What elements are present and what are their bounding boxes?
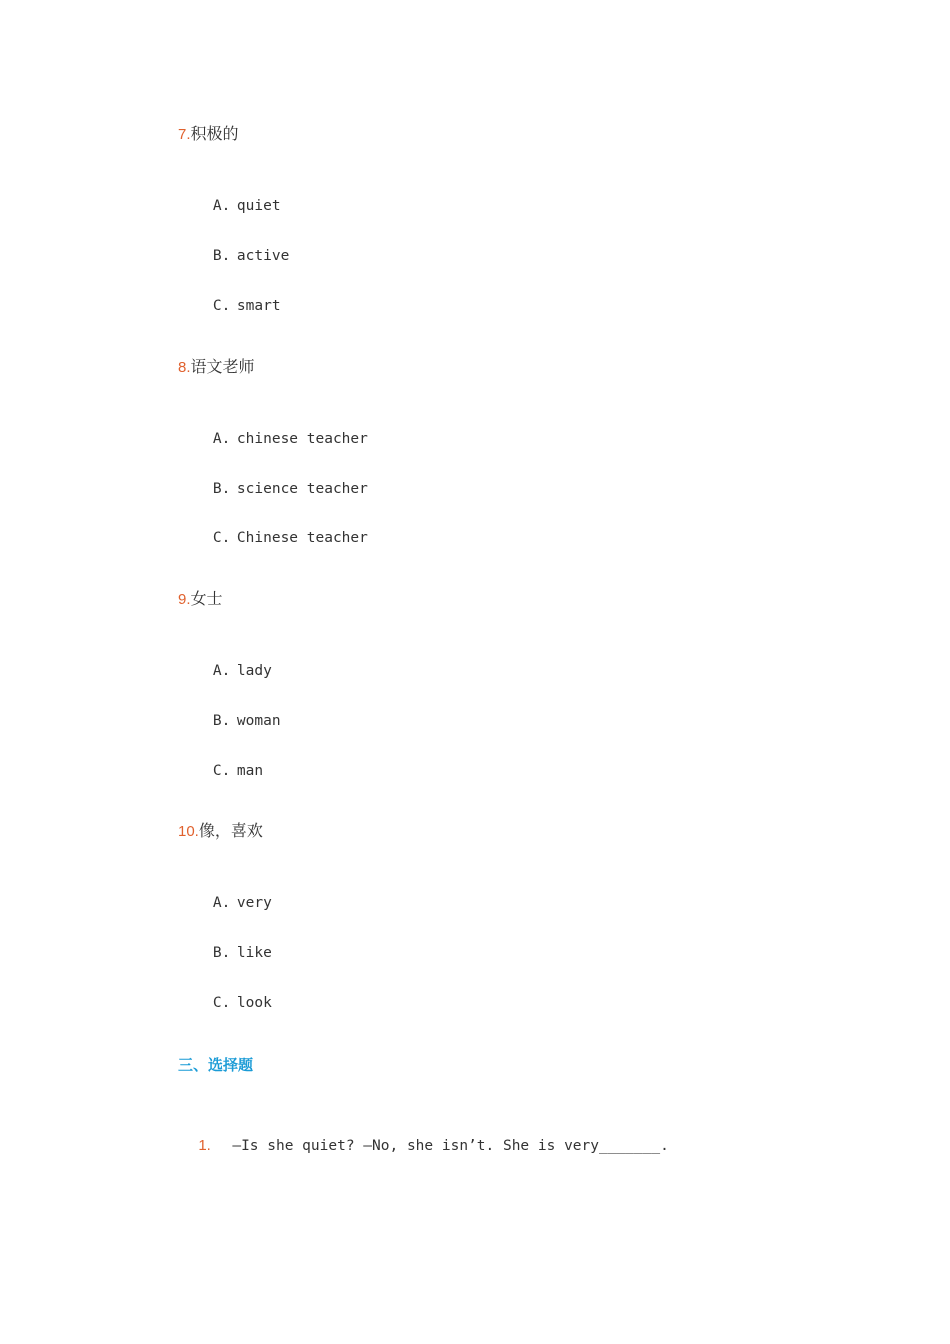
option-letter: C.: [212, 995, 231, 1011]
question-8-option-c[interactable]: [178, 508, 368, 568]
question-7-title: [178, 124, 239, 145]
section-heading: 三、选择题: [178, 1056, 254, 1074]
option-text: smart: [236, 298, 281, 314]
option-text: look: [236, 995, 272, 1011]
option-letter: B.: [212, 945, 231, 961]
option-text: man: [236, 763, 264, 779]
option-text: science teacher: [236, 481, 368, 497]
section-question-1: [178, 1115, 669, 1176]
question-prompt: 女士: [190, 589, 223, 608]
question-7-option-c[interactable]: [178, 276, 281, 336]
option-text: lady: [236, 663, 272, 679]
option-letter: B.: [212, 248, 231, 264]
question-9-title: [178, 589, 223, 610]
option-letter: C.: [212, 298, 231, 314]
option-text: very: [236, 895, 272, 911]
option-text: woman: [236, 713, 281, 729]
question-8-title: [178, 357, 255, 378]
option-letter: C.: [212, 763, 231, 779]
question-9-option-c[interactable]: [178, 741, 263, 801]
question-number: 7.: [178, 126, 191, 143]
option-letter: B.: [212, 481, 231, 497]
question-prompt: 像，喜欢: [198, 821, 263, 840]
question-text: —Is she quiet? —No, she isn’t. She is very_______.: [232, 1138, 669, 1154]
option-letter: A.: [212, 198, 231, 214]
option-text: chinese teacher: [236, 431, 368, 447]
question-number: 10.: [178, 823, 199, 840]
question-10-option-c[interactable]: [178, 973, 272, 1033]
question-number: 1.: [198, 1137, 211, 1154]
option-letter: A.: [212, 895, 231, 911]
question-prompt: 积极的: [190, 124, 239, 143]
question-prompt: 语文老师: [190, 357, 255, 376]
option-text: like: [236, 945, 272, 961]
option-text: active: [236, 248, 290, 264]
question-number: 9.: [178, 591, 191, 608]
question-10-title: [178, 821, 263, 842]
option-letter: A.: [212, 431, 231, 447]
option-letter: C.: [212, 530, 231, 546]
option-text: quiet: [236, 198, 281, 214]
option-letter: A.: [212, 663, 231, 679]
option-letter: B.: [212, 713, 231, 729]
option-text: Chinese teacher: [236, 530, 368, 546]
question-number: 8.: [178, 359, 191, 376]
